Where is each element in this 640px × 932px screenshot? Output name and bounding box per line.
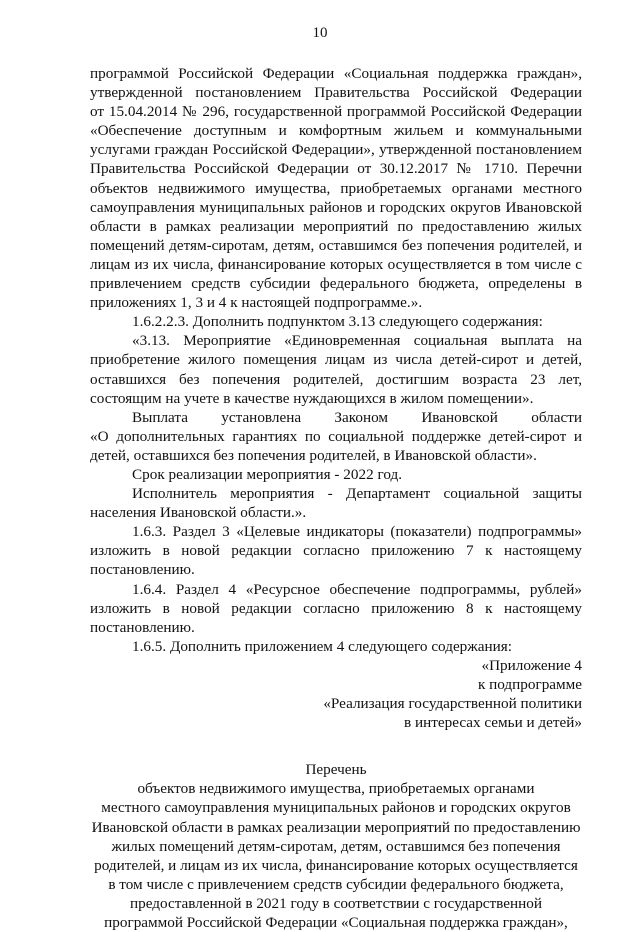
text-line: 1.6.5. Дополнить приложением 4 следующего содержания: xyxy=(132,637,512,655)
text-line: от 15.04.2014 № 296, государственной программой Российской Федерации xyxy=(90,103,582,121)
text-line: Срок реализации мероприятия - 2022 год. xyxy=(132,465,402,483)
text-line: 1.6.3. Раздел 3 «Целевые индикаторы (показатели) подпрограммы» xyxy=(132,523,582,541)
text-line: Правительства Российской Федерации от 30.12.2017 № 1710. Перечни xyxy=(90,160,582,178)
list-title-line: программой Российской Федерации «Социальная поддержка граждан», xyxy=(104,914,568,932)
text-line: утвержденной постановлением Правительства Российской Федерации xyxy=(90,84,582,102)
text-line: программой Российской Федерации «Социальная поддержка граждан», xyxy=(90,65,582,82)
text-line: помещений детям-сиротам, детям, оставшимся без попечения родителей, и xyxy=(90,236,582,254)
text-line: объектов недвижимого имущества, приобретаемых органами местного xyxy=(90,179,582,197)
page-number: 10 xyxy=(312,25,328,41)
text-line: «О дополнительных гарантиях по социальной поддержке детей-сирот и xyxy=(90,427,582,445)
text-line: состоящим на учете в качестве нуждающихся в жилом помещении». xyxy=(90,389,534,407)
text-line: 1.6.4. Раздел 4 «Ресурсное обеспечение подпрограммы, рублей» xyxy=(132,580,582,598)
list-title-line: объектов недвижимого имущества, приобретаемых органами xyxy=(137,780,535,798)
text-line: постановлению. xyxy=(90,618,195,636)
text-line: детей, оставшихся без попечения родителей, в Ивановской области». xyxy=(90,446,537,464)
text-line: изложить в новой редакции согласно приложению 8 к настоящему xyxy=(90,599,582,617)
text-line: «Обеспечение доступным и комфортным жильем и коммунальными xyxy=(90,122,582,140)
text-line: постановлению. xyxy=(90,561,195,579)
text-line: самоуправления муниципальных районов и городских округов Ивановской xyxy=(90,198,582,216)
list-title-line: предоставленной в 2021 году в соответствии с государственной xyxy=(130,894,542,912)
text-line: «3.13. Мероприятие «Единовременная социальная выплата на xyxy=(132,332,582,350)
document-body xyxy=(90,64,582,932)
appendix-header-line: «Приложение 4 xyxy=(481,656,582,674)
list-title-line: родителей, и лицам из их числа, финансирование которых осуществляется xyxy=(94,856,578,874)
text-line: Выплата установлена Законом Ивановской области xyxy=(132,408,582,426)
text-line: области в рамках реализации мероприятий по предоставлению жилых xyxy=(90,217,582,235)
appendix-header-line: «Реализация государственной политики xyxy=(323,695,582,713)
appendix-header-line: к подпрограмме xyxy=(477,676,582,693)
list-title-heading: Перечень xyxy=(305,761,367,779)
text-line: населения Ивановской области.». xyxy=(90,504,307,522)
text-line: Исполнитель мероприятия - Департамент социальной защиты xyxy=(132,485,582,503)
text-line: приобретение жилого помещения лицам из числа детей-сирот и детей, xyxy=(90,351,582,369)
text-line: услугами граждан Российской Федерации», утвержденной постановлением xyxy=(90,141,582,159)
text-line: 1.6.2.2.3. Дополнить подпунктом 3.13 следующего содержания: xyxy=(132,313,543,331)
text-line: изложить в новой редакции согласно приложению 7 к настоящему xyxy=(90,542,582,560)
text-line: привлечением средств субсидии федерального бюджета, определены в xyxy=(90,275,582,293)
spacer xyxy=(90,732,582,760)
list-title-line: жилых помещений детям-сиротам, детям, оставшимся без попечения xyxy=(111,837,561,855)
list-title-line: в том числе с привлечением средств субсидии федерального бюджета, xyxy=(108,875,564,893)
text-line: лицам из их числа, финансирование которых осуществляется в том числе с xyxy=(90,255,582,273)
text-line: приложениях 1, 3 и 4 к настоящей подпрограмме.». xyxy=(90,294,423,312)
text-line: оставшихся без попечения родителей, достигшим возраста 23 лет, xyxy=(90,370,582,388)
appendix-header-line: в интересах семьи и детей» xyxy=(404,714,582,732)
list-title-line: местного самоуправления муниципальных районов и городских округов xyxy=(101,799,571,817)
list-title-line: Ивановской области в рамках реализации мероприятий по предоставлению xyxy=(91,818,581,836)
